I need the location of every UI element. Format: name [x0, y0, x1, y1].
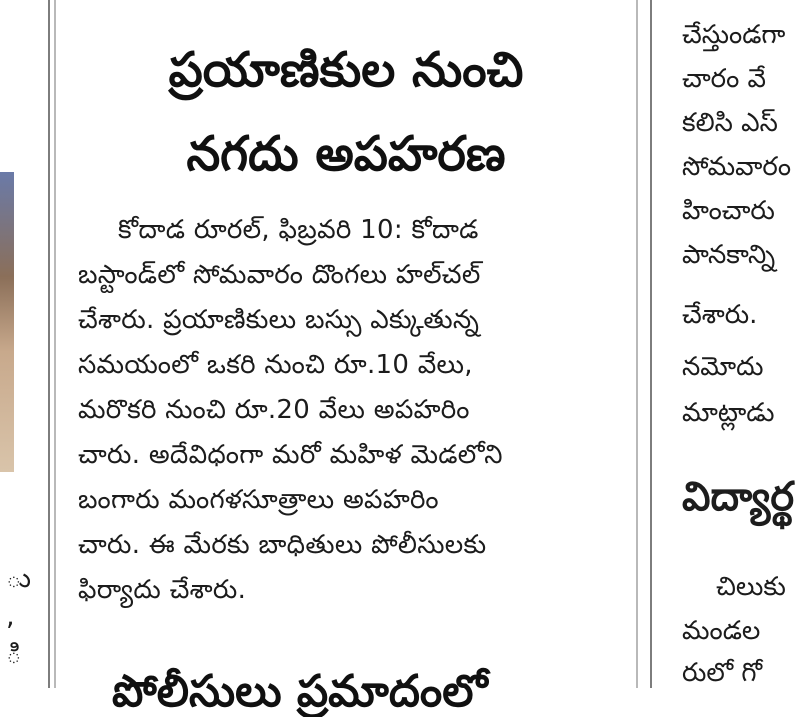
column-rule-left — [48, 0, 50, 688]
article-headline-line-2: నగదు అపహరణ — [186, 126, 506, 182]
left-text-fragment: ి — [6, 639, 22, 670]
left-column — [0, 0, 48, 688]
right-text-line: నమోదు — [682, 352, 764, 382]
right-text-line: చేశారు. — [682, 300, 758, 330]
article-body-line: చారు. ఈ మేరకు బాధితులు పోలీసులకు — [78, 530, 487, 560]
right-text-line: కలిసి ఎస్ — [682, 108, 778, 138]
right-text-line: పానకాన్ని — [682, 240, 776, 270]
right-text-line: రులో గో — [682, 658, 763, 688]
article-headline-line-1: ప్రయాణికుల నుంచి — [168, 42, 524, 98]
right-text-line: మాట్లాడు — [682, 398, 775, 428]
right-section-heading: విద్యార్థ — [682, 474, 795, 520]
clipped-photo — [0, 172, 14, 472]
right-text-line: సోమవారం — [682, 152, 792, 182]
column-rule-right — [650, 0, 652, 688]
left-text-fragment: ు — [6, 563, 31, 594]
right-column — [656, 0, 800, 688]
article-body-line: సమయంలో ఒకరి నుంచి రూ.10 వేలు, — [78, 350, 473, 380]
right-text-line: మండల — [682, 616, 761, 646]
article-body-line: చారు. అదేవిధంగా మరో మహిళ మెడలోని — [78, 440, 503, 470]
right-text-line: చిలుకు — [716, 572, 786, 602]
next-article-headline: పోలీసులు ప్రమాదంలో — [112, 666, 488, 717]
article-body-line: చేశారు. ప్రయాణికులు బస్సు ఎక్కుతున్న — [78, 305, 480, 335]
article-body-line: బంగారు మంగళసూత్రాలు అపహరిం — [78, 485, 439, 515]
article-body-line: మరొకరి నుంచి రూ.20 వేలు అపహరిం — [78, 395, 470, 425]
left-text-fragment: , — [6, 601, 15, 632]
right-text-line: చేస్తుండగా — [682, 20, 786, 50]
news-article — [60, 0, 632, 717]
article-body-line: ఫిర్యాదు చేశారు. — [78, 575, 247, 605]
article-body-line: బస్టాండ్‌లో సోమవారం దొంగలు హల్‌చల్ — [78, 260, 481, 290]
article-body-line: కోదాడ రూరల్, ఫిబ్రవరి 10: కోదాడ — [118, 215, 479, 245]
right-text-line: చారం వే — [682, 64, 767, 94]
right-text-line: హించారు — [682, 196, 775, 226]
